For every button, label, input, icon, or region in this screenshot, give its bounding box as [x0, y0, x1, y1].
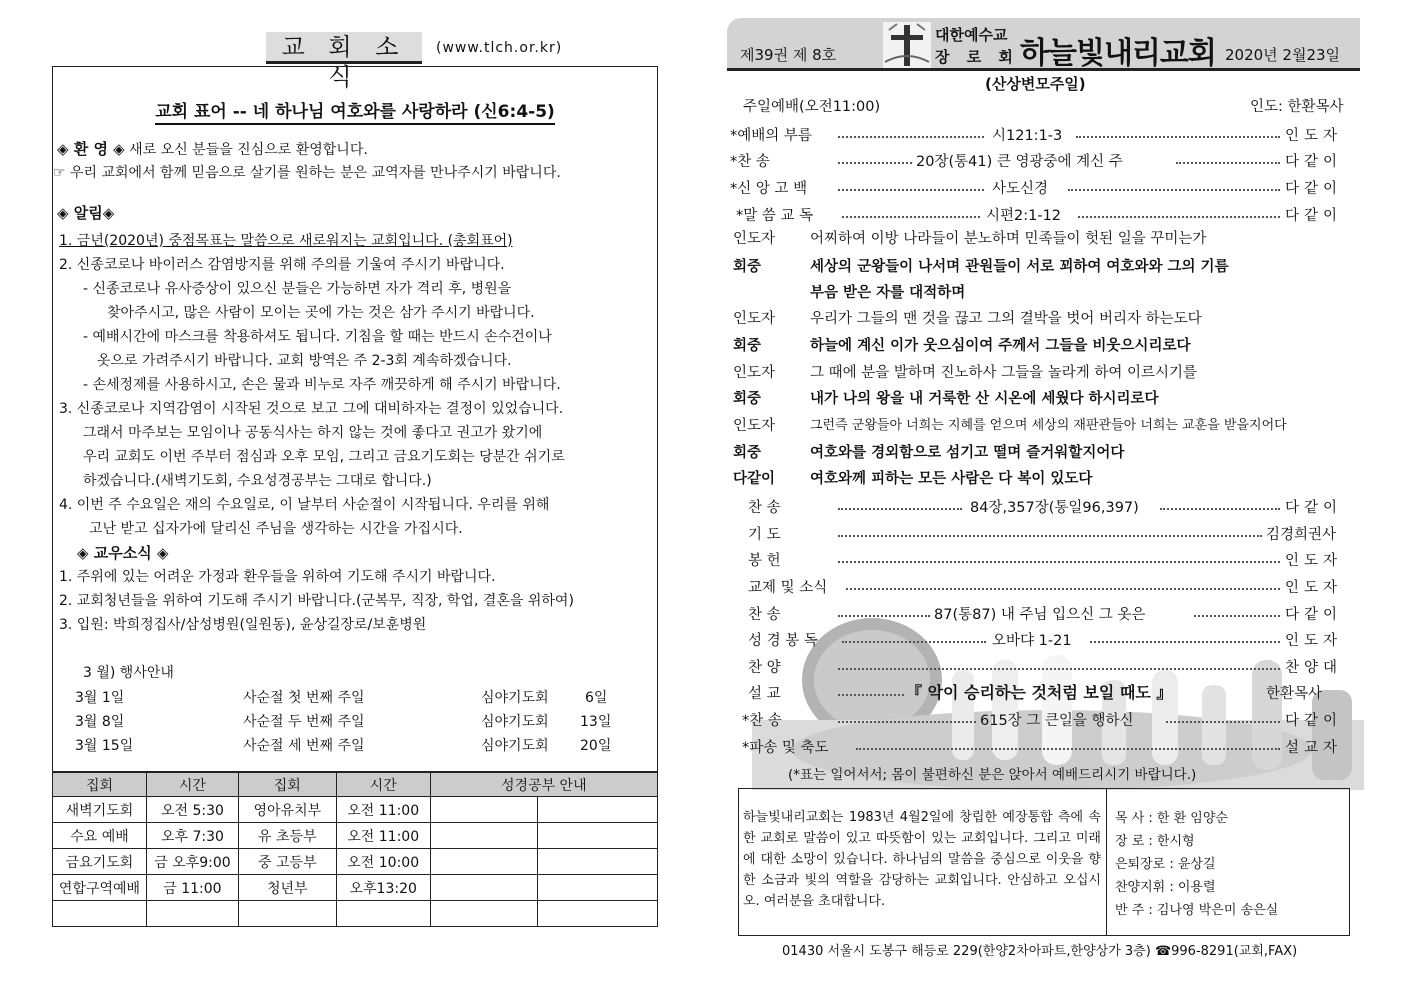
order-label: 설 교 — [748, 686, 781, 702]
order-performer: 한환목사 — [1266, 686, 1323, 702]
table-cell — [430, 901, 538, 927]
order-content: 87(통87) 내 주님 입으신 그 옷은 — [934, 607, 1146, 623]
dot-leader — [1068, 189, 1280, 191]
dot-leader — [846, 588, 1280, 590]
table-cell — [430, 823, 538, 849]
dot-leader — [838, 189, 984, 191]
church-address: 01430 서울시 도봉구 해등로 229(한양2차아파트,한양상가 3층) ☎996-8291(교회,FAX) — [782, 944, 1298, 959]
table-cell: 오전 11:00 — [336, 823, 430, 849]
order-label: *예배의 부름 — [730, 128, 812, 144]
church-name: 하늘빛내리교회 — [1020, 36, 1216, 71]
order-label: 기 도 — [748, 527, 781, 543]
table-cell — [430, 797, 538, 823]
order-performer: 인도자 — [1285, 128, 1343, 144]
order-label: *파송 및 축도 — [742, 740, 829, 756]
member-news-item: 3. 입원: 박희정집사/삼성병원(일원동), 윤상길장로/보훈병원 — [59, 617, 427, 633]
dot-leader — [838, 535, 1262, 537]
reading-speaker: 회중 — [733, 259, 762, 275]
notice-item: - 신종코로나 유사증상이 있으신 분들은 가능하면 자가 격리 후, 병원을 — [83, 281, 512, 297]
notice-heading: ◈ 알림◈ — [57, 204, 115, 222]
table-cell: 연합구역예배 — [53, 875, 147, 901]
table-cell: 청년부 — [238, 875, 336, 901]
church-introduction: 하늘빛내리교회는 1983년 4월2일에 창립한 예장통합 측에 속한 교회로 말씀이 있고 따뜻함이 있는 교회입니다. 그리고 미래에 대한 소망이 있습니다. 하나님의 말씀을 중심으로 이웃을 향한 소금과 빛의 역할을 감당하는 교회입니다. 안심하고 오십시오. 여러분을 초대합니다. — [743, 810, 1101, 909]
order-label: 봉 헌 — [748, 553, 781, 569]
order-performer: 인도자 — [1285, 633, 1343, 649]
church-news-box: 교회 표어 -- 네 하나님 여호와를 사랑하라 (신6:4-5) ◈ 환 영 ◈ 새로 오신 분들을 진심으로 환영합니다. ☞ 우리 교회에서 함께 믿음으로 살기를 원하는 분은 교역자를 만나주시기 바랍니다. ◈ 알림◈ 1. 금년(2020년) 중점목표는 말씀으로 새로워지는 교회입니다. (총회표어) 2. 신종코로나 바이러스 감염방지를 위해 주의를 기울여 주시기 바랍니다. - 신종코로나 유사증상이 있으신 분들은 가능하면 자가 격리 후, 병원을 찾아주시고, 많은 사람이 모이는 곳에 가는 것은 삼가 주시기 바랍니다. - 예배시간에 마스크를 착용하셔도 됩니다. 기침을 할 때는 반드시 손수건이나 옷으로 가려주시기 바랍니다. 교회 방역은 주 2-3회 계속하겠습니다. - 손세정제를 사용하시고, 손은 물과 비누로 자주 깨끗하게 해 주시기 바랍니다. 3. 신종코로나 지역감염이 시작된 것으로 보고 그에 대비하자는 결정이 있었습니다. 그래서 마주보는 모임이나 공동식사는 하지 않는 것에 좋다고 권고가 왔기에 우리 교회도 이번 주부터 점심과 오후 모임, 그리고 금요기도회는 당분간 쉬기로 하겠습니다.(새벽기도회, 수요성경공부는 그대로 합니다.) 4. 이번 주 수요일은 재의 수요일로, 이 날부터 사순절이 시작됩니다. 우리를 위해 고난 받고 십자가에 달리신 주님을 생각하는 시간을 가집시다. ◈ 교우소식 ◈ 1. 주위에 있는 어려운 가정과 환우들을 위하여 기도해 주시기 바랍니다. 2. 교회청년들을 위하여 기도해 주시기 바랍니다.(군복무, 직장, 학업, 결혼을 위하여) 3. 입원: 박희정집사/삼성병원(일원동), 윤상길장로/보훈병원 3 월) 행사안내 3월 1일 사순절 첫 번째 주일 심야기도회 6일 3월 8일 사순절 두 번째 주일 심야기도회 13일 3월 15일 사순절 세 번째 주일 심야기도회 20일 — [52, 66, 658, 772]
table-cell — [430, 849, 538, 875]
church-news-title: 교 회 소 식 — [266, 32, 422, 64]
denomination-line-2: 장 로 회 — [935, 48, 1019, 66]
info-divider — [1106, 789, 1107, 935]
table-cell: 영아유치부 — [238, 797, 336, 823]
notice-item: 3. 신종코로나 지역감염이 시작된 것으로 보고 그에 대비하자는 결정이 있었습니다. — [59, 401, 564, 417]
welcome-line: ◈ 환 영 ◈ 새로 오신 분들을 진심으로 환영합니다. — [57, 140, 368, 158]
welcome-line-2: ☞ 우리 교회에서 함께 믿음으로 살기를 원하는 분은 교역자를 만나주시기 바랍니다. — [53, 165, 561, 181]
column-header: 집회 — [53, 773, 147, 797]
church-cross-logo-icon — [883, 22, 931, 68]
dot-leader — [838, 508, 962, 510]
reading-speaker: 인도자 — [733, 311, 776, 327]
table-row — [53, 875, 658, 901]
table-cell — [538, 849, 658, 875]
order-content: 20장(통41) 큰 영광중에 계신 주 — [916, 154, 1123, 170]
table-cell — [430, 875, 538, 901]
reading-text: 하늘에 계신 이가 웃으심이여 주께서 그들을 비웃으시리로다 — [810, 338, 1191, 354]
notice-item: 2. 신종코로나 바이러스 감염방지를 위해 주의를 기울여 주시기 바랍니다. — [59, 257, 505, 273]
notice-item: 고난 받고 십자가에 달리신 주님을 생각하는 시간을 가집시다. — [89, 521, 463, 537]
bulletin-date: 2020년 2월23일 — [1225, 46, 1341, 64]
staff-entry: 은퇴장로 : 윤상길 — [1115, 857, 1216, 872]
dot-leader — [838, 615, 930, 617]
order-performer: 다같이 — [1285, 181, 1343, 197]
order-performer: 찬양대 — [1285, 660, 1343, 676]
order-label: *신 앙 고 백 — [730, 181, 808, 197]
table-cell — [238, 901, 336, 927]
order-performer: 다같이 — [1285, 607, 1343, 623]
table-cell: 수요 예배 — [53, 823, 147, 849]
order-content: 시편2:1-12 — [986, 208, 1062, 224]
standing-note: (*표는 일어서서; 몸이 불편하신 분은 앉아서 예배드리시기 바랍니다.) — [788, 767, 1197, 783]
reading-text: 어찌하여 이방 나라들이 분노하며 민족들이 헛된 일을 꾸미는가 — [810, 231, 1207, 247]
table-cell: 오후 7:30 — [146, 823, 238, 849]
table-cell — [53, 901, 147, 927]
order-label: 성 경 봉 독 — [748, 633, 818, 649]
notice-item: 옷으로 가려주시기 바랍니다. 교회 방역은 주 2-3회 계속하겠습니다. — [97, 353, 512, 369]
order-performer: 다같이 — [1285, 208, 1343, 224]
website-url[interactable]: (www.tlch.or.kr) — [436, 40, 563, 56]
reading-speaker: 회중 — [733, 391, 762, 407]
dot-leader — [1090, 641, 1280, 643]
order-performer: 다같이 — [1285, 500, 1343, 516]
table-cell — [146, 901, 238, 927]
dot-leader — [838, 136, 984, 138]
order-label: 찬 양 — [748, 660, 781, 676]
dot-leader — [856, 748, 1280, 750]
table-header-row — [53, 773, 658, 797]
table-cell — [336, 901, 430, 927]
reading-text: 우리가 그들의 맨 것을 끊고 그의 결박을 벗어 버리자 하는도다 — [810, 311, 1202, 327]
table-row — [53, 823, 658, 849]
notice-item: 4. 이번 주 수요일은 재의 수요일로, 이 날부터 사순절이 시작됩니다. 우리를 위해 — [59, 497, 550, 513]
sermon-title: 『 악이 승리하는 것처럼 보일 때도 』 — [906, 683, 1173, 702]
order-performer: 인도자 — [1285, 553, 1343, 569]
order-performer: 다같이 — [1285, 154, 1343, 170]
events-heading: 3 월) 행사안내 — [83, 665, 174, 681]
order-performer: 김경희권사 — [1266, 527, 1337, 543]
table-cell: 오전 10:00 — [336, 849, 430, 875]
church-info-box — [738, 788, 1350, 936]
left-title-area — [250, 30, 670, 91]
dot-leader — [1194, 615, 1280, 617]
dot-leader — [1078, 216, 1280, 218]
dot-leader — [838, 162, 912, 164]
dot-leader — [838, 561, 1280, 563]
order-label: *찬 송 — [742, 713, 782, 729]
reading-text: 세상의 군왕들이 나서며 관원들이 서로 꾀하여 여호와와 그의 기름 — [810, 259, 1229, 275]
notice-item: 1. 금년(2020년) 중점목표는 말씀으로 새로워지는 교회입니다. (총회표어) — [59, 233, 513, 249]
table-cell: 금요기도회 — [53, 849, 147, 875]
table-row — [53, 901, 658, 927]
dot-leader — [1076, 136, 1280, 138]
dot-leader — [1166, 721, 1280, 723]
order-label: *찬 송 — [730, 154, 770, 170]
service-title: 주일예배(오전11:00) — [743, 99, 881, 115]
reading-speaker: 회중 — [733, 338, 762, 354]
member-news-item: 2. 교회청년들을 위하여 기도해 주시기 바랍니다.(군복무, 직장, 학업, 결혼을 위하여) — [59, 593, 574, 609]
meeting-schedule-table — [52, 772, 658, 927]
denomination-line-1: 대한예수교 — [935, 26, 1008, 44]
column-header: 시간 — [146, 773, 238, 797]
dot-leader — [838, 721, 976, 723]
table-cell — [538, 901, 658, 927]
notice-item: - 손세정제를 사용하시고, 손은 물과 비누로 자주 깨끗하게 해 주시기 바랍니다. — [83, 377, 561, 393]
column-header: 시간 — [336, 773, 430, 797]
order-label: 찬 송 — [748, 500, 781, 516]
member-news-item: 1. 주위에 있는 어려운 가정과 환우들을 위하여 기도해 주시기 바랍니다. — [59, 569, 496, 585]
table-cell — [538, 797, 658, 823]
table-cell: 중 고등부 — [238, 849, 336, 875]
table-cell: 오후13:20 — [336, 875, 430, 901]
staff-entry: 찬양지휘 : 이용렬 — [1115, 880, 1216, 895]
order-performer: 설교자 — [1285, 740, 1343, 756]
reading-text: 내가 나의 왕을 내 거룩한 산 시온에 세웠다 하시리로다 — [810, 391, 1159, 407]
order-content: 사도신경 — [992, 181, 1049, 197]
reading-speaker: 인도자 — [733, 231, 776, 247]
column-header: 성경공부 안내 — [430, 773, 657, 797]
dot-leader — [1176, 162, 1280, 164]
table-row — [53, 849, 658, 875]
order-label: 교제 및 소식 — [748, 580, 828, 596]
table-cell: 오전 5:30 — [146, 797, 238, 823]
dot-leader — [838, 694, 904, 696]
notice-item: - 예배시간에 마스크를 착용하셔도 됩니다. 기침을 할 때는 반드시 손수건이나 — [83, 329, 552, 345]
reading-speaker: 회중 — [733, 445, 762, 461]
member-news-heading: ◈ 교우소식 ◈ — [77, 544, 169, 562]
notice-item: 하겠습니다.(새벽기도회, 수요성경공부는 그대로 합니다.) — [83, 473, 432, 489]
order-performer: 다같이 — [1285, 713, 1343, 729]
order-label: 찬 송 — [748, 607, 781, 623]
dot-leader — [842, 641, 986, 643]
reading-text: 여호와께 피하는 모든 사람은 다 복이 있도다 — [810, 471, 1093, 487]
order-content: 오바댜 1-21 — [992, 633, 1072, 649]
table-cell: 유 초등부 — [238, 823, 336, 849]
table-cell: 금 오후9:00 — [146, 849, 238, 875]
notice-item: 찾아주시고, 많은 사람이 모이는 곳에 가는 것은 삼가 주시기 바랍니다. — [107, 305, 535, 321]
notice-item: 그래서 마주보는 모임이나 공동식사는 하지 않는 것에 좋다고 권고가 왔기에 — [83, 425, 543, 441]
reading-speaker: 인도자 — [733, 418, 776, 434]
order-content: 615장 그 큰일을 행하신 — [980, 713, 1134, 729]
table-row — [53, 797, 658, 823]
dot-leader — [838, 668, 1280, 670]
reading-text: 그 때에 분을 발하며 진노하사 그들을 놀라게 하여 이르시기를 — [810, 365, 1198, 381]
table-cell — [538, 875, 658, 901]
church-motto: 교회 표어 -- 네 하나님 여호와를 사랑하라 (신6:4-5) — [53, 97, 657, 122]
notice-item: 우리 교회도 이번 주부터 점심과 오후 모임, 그리고 금요기도회는 당분간 쉬기로 — [83, 449, 565, 465]
dot-leader — [1160, 508, 1280, 510]
table-cell: 오전 11:00 — [336, 797, 430, 823]
order-performer: 인도자 — [1285, 580, 1343, 596]
order-label: *말 씀 교 독 — [736, 208, 814, 224]
table-cell: 새벽기도회 — [53, 797, 147, 823]
staff-entry: 목 사 : 한 환 임양순 — [1115, 811, 1228, 826]
order-content: 시121:1-3 — [992, 128, 1063, 144]
reading-text: 그런즉 군왕들아 너희는 지혜를 얻으며 세상의 재판관들아 너희는 교훈을 받을지어다 — [810, 418, 1287, 433]
reading-speaker: 인도자 — [733, 365, 776, 381]
service-leader: 인도: 한환목사 — [1250, 99, 1344, 115]
table-cell — [538, 823, 658, 849]
liturgical-sunday: (산상변모주일) — [985, 75, 1086, 93]
column-header: 집회 — [238, 773, 336, 797]
reading-text: 부음 받은 자를 대적하며 — [810, 285, 966, 301]
staff-entry: 반 주 : 김나영 박은미 송은실 — [1115, 903, 1279, 918]
reading-text: 여호와를 경외함으로 섬기고 떨며 즐거워할지어다 — [810, 445, 1125, 461]
volume-number: 제39권 제 8호 — [740, 46, 837, 64]
staff-entry: 장 로 : 한시형 — [1115, 834, 1195, 849]
dot-leader — [842, 216, 980, 218]
order-content: 84장,357장(통일96,397) — [970, 500, 1139, 516]
table-cell: 금 11:00 — [146, 875, 238, 901]
reading-speaker: 다같이 — [733, 471, 776, 487]
